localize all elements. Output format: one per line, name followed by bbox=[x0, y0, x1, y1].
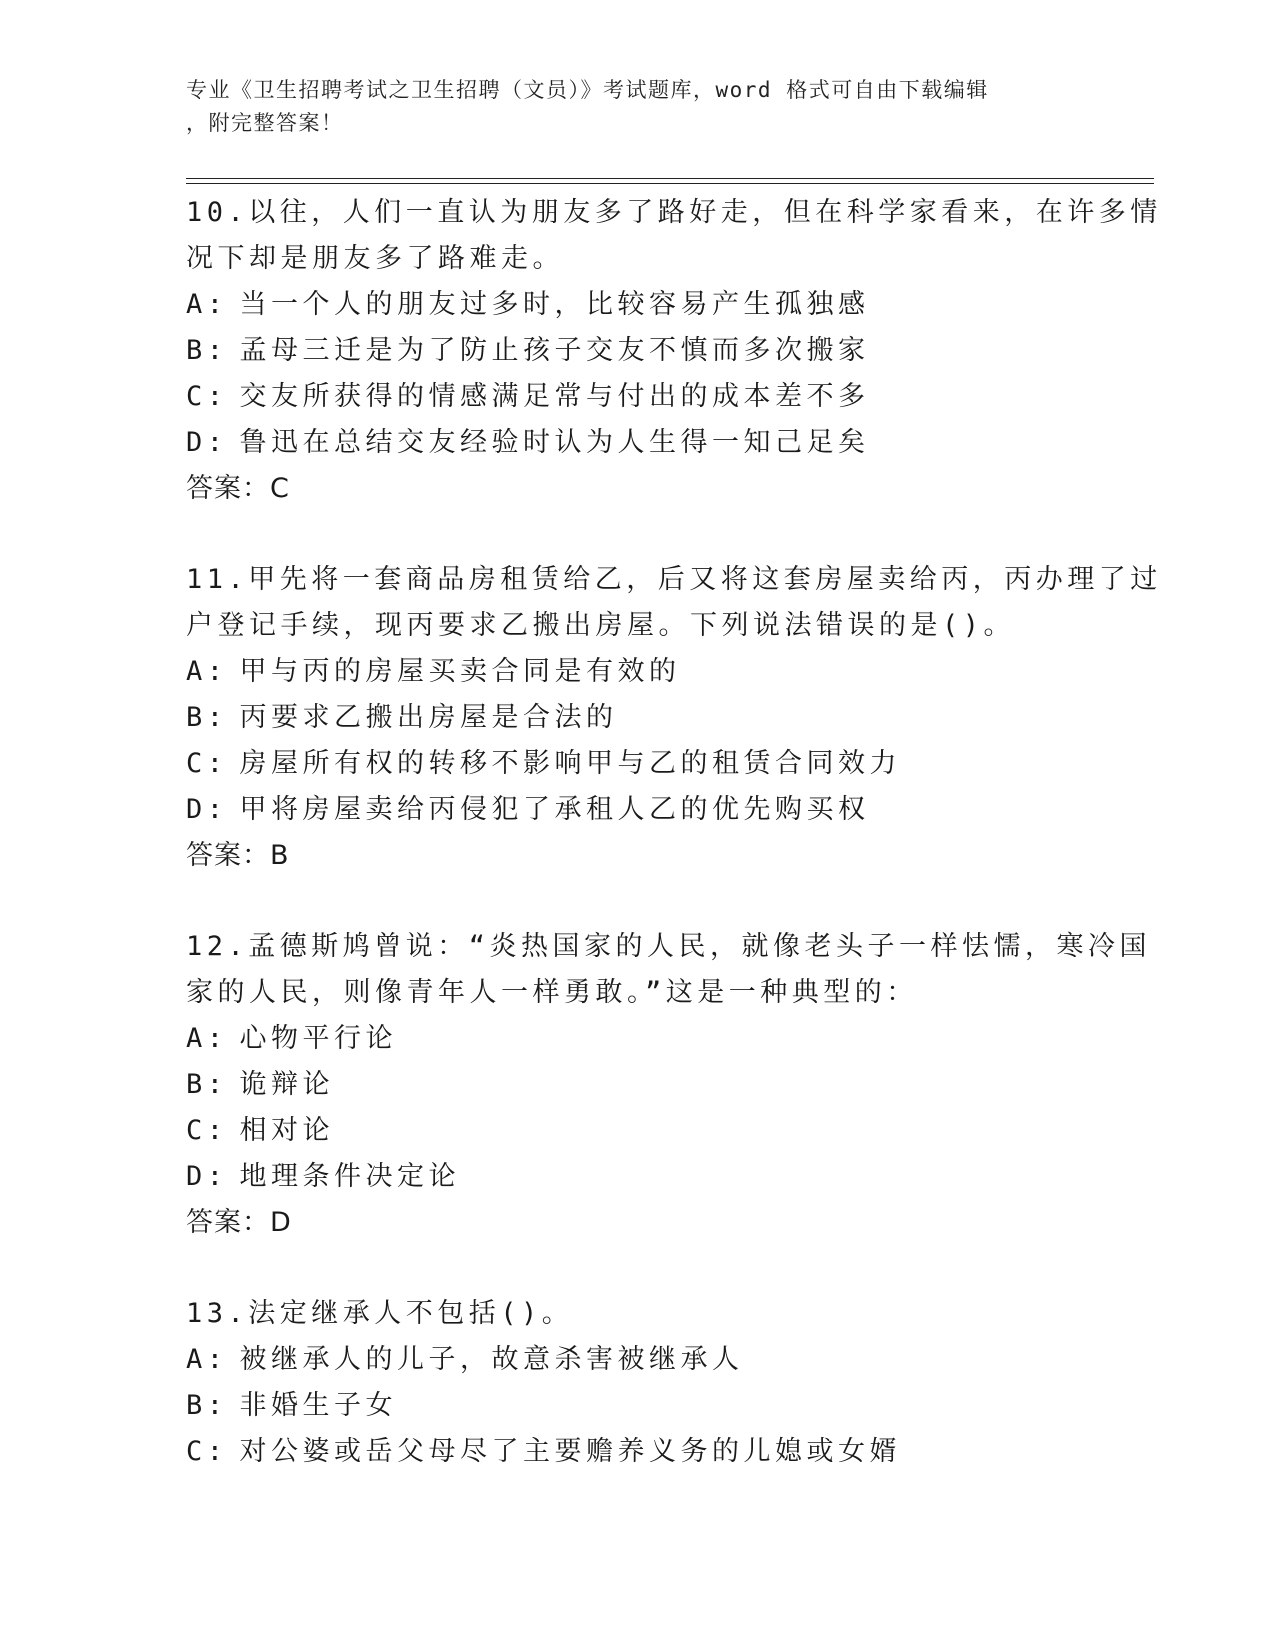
answer-key: 答案：D bbox=[186, 1207, 292, 1238]
option-text: 孟母三迁是为了防止孩子交友不慎而多次搬家 bbox=[239, 335, 870, 366]
header-line-1: 专业《卫生招聘考试之卫生招聘（文员）》考试题库，word 格式可自由下载编辑 bbox=[186, 78, 989, 102]
option-letter: A: bbox=[186, 1023, 228, 1054]
question-block bbox=[186, 924, 1152, 1291]
option-letter: D: bbox=[186, 427, 228, 458]
question-stem-line: 13.法定继承人不包括()。 bbox=[186, 1298, 574, 1329]
option-text: 被继承人的儿子，故意杀害被继承人 bbox=[239, 1344, 744, 1375]
question-block bbox=[186, 557, 1162, 924]
question-stem-line: 11.甲先将一套商品房租赁给乙，后又将这套房屋卖给丙，丙办理了过 bbox=[186, 564, 1162, 595]
question-stem-line: 户登记手续，现丙要求乙搬出房屋。下列说法错误的是()。 bbox=[186, 610, 1016, 641]
option-letter: C: bbox=[186, 1436, 228, 1467]
answer-option bbox=[186, 1337, 1086, 1383]
answer-option bbox=[186, 649, 1086, 695]
question-stem-line: 12.孟德斯鸠曾说：“炎热国家的人民，就像老头子一样怯懦，寒冷国 bbox=[186, 931, 1152, 962]
option-letter: C: bbox=[186, 381, 228, 412]
answer-option bbox=[186, 420, 1086, 466]
option-letter: D: bbox=[186, 794, 228, 825]
question-block bbox=[186, 1291, 1086, 1475]
answer-option bbox=[186, 1429, 1086, 1475]
option-letter: C: bbox=[186, 748, 228, 779]
option-letter: A: bbox=[186, 656, 228, 687]
header-divider-bottom bbox=[186, 183, 1154, 184]
option-text: 丙要求乙搬出房屋是合法的 bbox=[239, 702, 618, 733]
question-block bbox=[186, 190, 1162, 557]
option-text: 地理条件决定论 bbox=[239, 1161, 461, 1192]
option-text: 鲁迅在总结交友经验时认为人生得一知己足矣 bbox=[239, 427, 870, 458]
option-letter: B: bbox=[186, 1069, 228, 1100]
option-text: 相对论 bbox=[239, 1115, 335, 1146]
answer-option bbox=[186, 328, 1086, 374]
answer-option bbox=[186, 787, 1086, 833]
option-letter: B: bbox=[186, 702, 228, 733]
answer-option bbox=[186, 1062, 1086, 1108]
answer-key: 答案：C bbox=[186, 473, 290, 504]
answer-option bbox=[186, 1016, 1086, 1062]
question-list bbox=[186, 190, 1162, 1475]
question-spacer bbox=[186, 1246, 1086, 1291]
option-letter: B: bbox=[186, 335, 228, 366]
answer-option bbox=[186, 1108, 1086, 1154]
header-line-2: ，附完整答案！ bbox=[186, 111, 344, 135]
answer-option bbox=[186, 374, 1086, 420]
option-text: 心物平行论 bbox=[239, 1023, 398, 1054]
answer-option bbox=[186, 1154, 1086, 1200]
question-stem-line: 况下却是朋友多了路难走。 bbox=[186, 243, 564, 274]
answer-option bbox=[186, 741, 1086, 787]
option-text: 当一个人的朋友过多时，比较容易产生孤独感 bbox=[239, 289, 870, 320]
question-spacer bbox=[186, 879, 1086, 924]
question-stem-line: 10.以往，人们一直认为朋友多了路好走，但在科学家看来，在许多情 bbox=[186, 197, 1162, 228]
option-text: 交友所获得的情感满足常与付出的成本差不多 bbox=[239, 381, 870, 412]
option-letter: A: bbox=[186, 289, 228, 320]
option-letter: A: bbox=[186, 1344, 228, 1375]
question-spacer bbox=[186, 512, 1086, 557]
option-text: 诡辩论 bbox=[239, 1069, 335, 1100]
option-letter: C: bbox=[186, 1115, 228, 1146]
option-text: 甲将房屋卖给丙侵犯了承租人乙的优先购买权 bbox=[239, 794, 870, 825]
question-stem-line: 家的人民，则像青年人一样勇敢。”这是一种典型的： bbox=[186, 977, 918, 1008]
answer-option bbox=[186, 695, 1086, 741]
option-text: 房屋所有权的转移不影响甲与乙的租赁合同效力 bbox=[239, 748, 902, 779]
option-letter: B: bbox=[186, 1390, 228, 1421]
answer-option bbox=[186, 1383, 1086, 1429]
header-divider-top bbox=[186, 178, 1154, 179]
option-letter: D: bbox=[186, 1161, 228, 1192]
answer-key: 答案：B bbox=[186, 840, 290, 871]
answer-option bbox=[186, 282, 1086, 328]
option-text: 对公婆或岳父母尽了主要赡养义务的儿媳或女婿 bbox=[239, 1436, 902, 1467]
option-text: 甲与丙的房屋买卖合同是有效的 bbox=[239, 656, 681, 687]
option-text: 非婚生子女 bbox=[239, 1390, 398, 1421]
document-header bbox=[186, 74, 1066, 140]
